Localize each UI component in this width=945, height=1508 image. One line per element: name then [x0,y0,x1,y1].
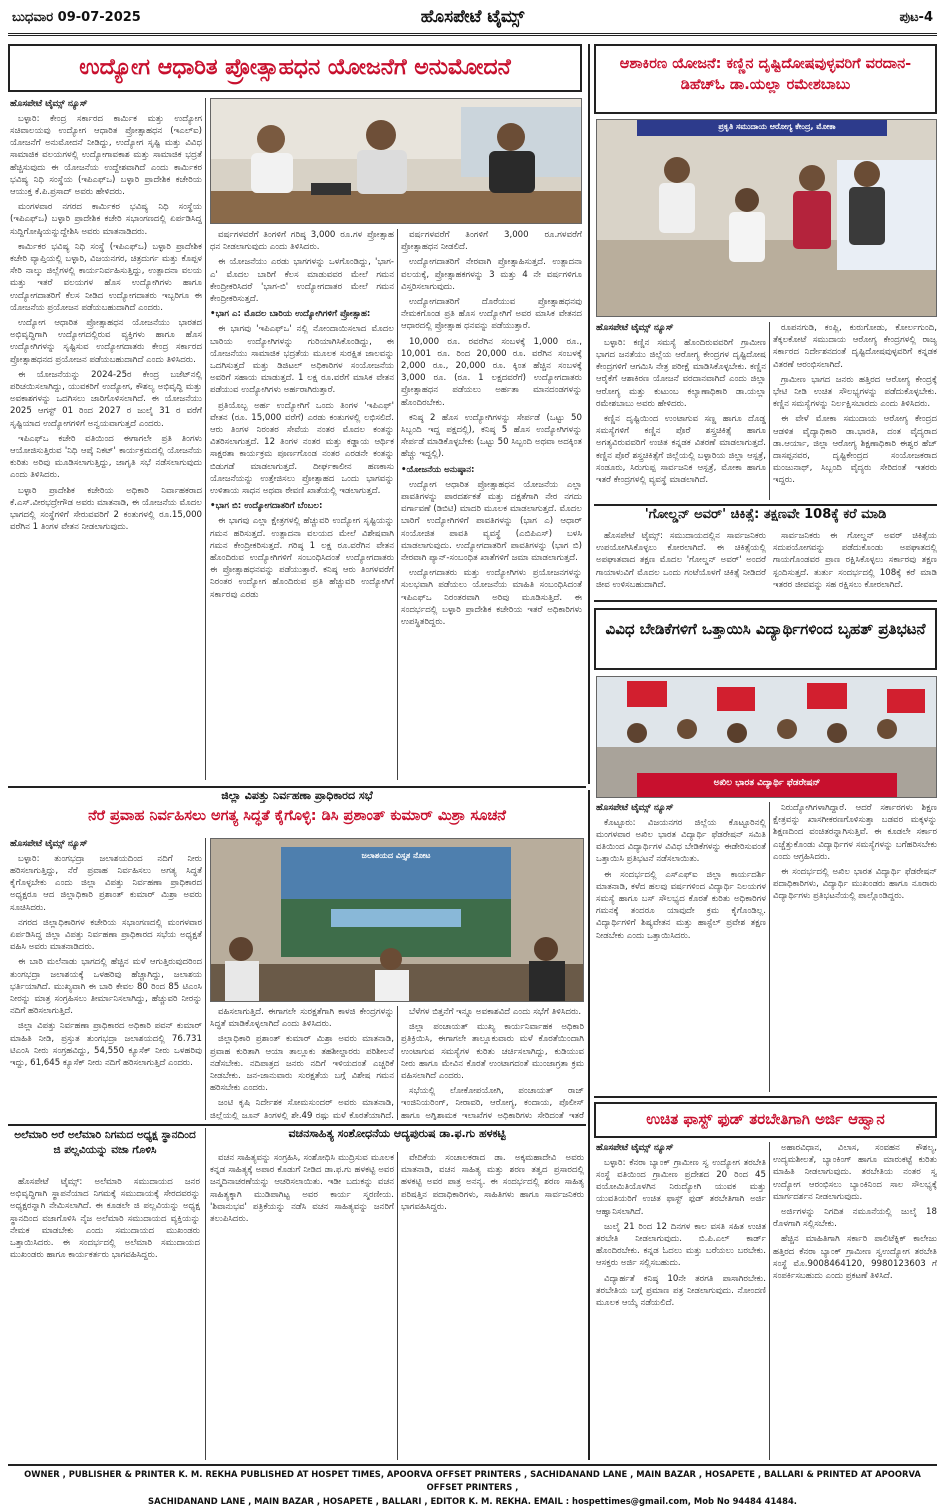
imprint-line-2: SACHIDANAND LANE , MAIN BAZAR , HOSAPETE , BALLARI , EDITOR K. M. REKHA. EMAIL : hospettimes@gmail.com, Mob No 94484 41484. [148,1495,797,1506]
article-8-headline: ವಚನಸಾಹಿತ್ಯ ಸಂಶೋಧನೆಯ ಆದ್ಯಪುರುಷ ಡಾ.ಫ.ಗು ಹಳಕಟ್ಟಿ [288,1128,506,1140]
issue-date: ಬುಧವಾರ 09-07-2025 [12,10,141,25]
column-rule [769,802,770,1092]
article-1-subhead: •ಭಾಗ ಎ: ಮೊದಲ ಬಾರಿಯ ಉದ್ಯೋಗಿಗಳಿಗೆ ಪ್ರೋತ್ಸಾಹ: [210,309,371,320]
article-7-column [10,1176,200,1460]
article-1-paragraph: ಕನಿಷ್ಠ 2 ಹೊಸ ಉದ್ಯೋಗಿಗಳನ್ನು ಸೇರ್ಪಡೆ (ಒಟ್ಟು 50 ಸಿಬ್ಬಂದಿ ಇದ್ದ ಪಕ್ಷದಲ್ಲಿ), ಕನಿಷ್ಠ 5 ಹೊಸ ಉದ್ಯೋಗಿಗಳನ್ನು ಸೇರ್ಪಡೆ ಮಾಡಿಕೊಳ್ಳಬೇಕು (ಒಟ್ಟು 50 ಸಿಬ್ಬಂದಿ ಅಥವಾ ಅದಕ್ಕಿಂತ ಹೆಚ್ಚು ಇದ್ದಲ್ಲಿ). [401,412,582,460]
article-3-headline: 'ಗೋಲ್ಡನ್ ಅವರ್' ಚಿಕಿತ್ಸೆ: ತಕ್ಷಣವೇ 108ಕ್ಕೆ ಕರೆ ಮಾಡಿ [644,508,887,522]
article-8-paragraph: ವೇದಿಕೆಯ ಸಂಚಾಲಕರಾದ ಡಾ. ಅಕ್ಕಮಹಾದೇವಿ ಅವರು ಮಾತನಾಡಿ, ವಚನ ಸಾಹಿತ್ಯ ಮತ್ತು ಶರಣ ತತ್ವದ ಪ್ರಸಾರದಲ್ಲಿ ಹಳಕಟ್ಟಿ ಅವರ ಪಾತ್ರ ಅನನ್ಯ. ಈ ಸಂದರ್ಭದಲ್ಲಿ ಶರಣ ಸಾಹಿತ್ಯ ಪರಿಷತ್ತಿನ ಪದಾಧಿಕಾರಿಗಳು, ಸಾಹಿತಿಗಳು ಹಾಗೂ ಸಾರ್ವಜನಿಕರು ಭಾಗವಹಿಸಿದ್ದರು. [401,1153,584,1212]
article-1-paragraph: ಕಾರ್ಮಿಕರ ಭವಿಷ್ಯ ನಿಧಿ ಸಂಸ್ಥೆ (ಇಪಿಎಫ್‌ಒ) ಬಳ್ಳಾರಿ ಪ್ರಾದೇಶಿಕ ಕಚೇರಿ ವ್ಯಾಪ್ತಿಯಲ್ಲಿ ಬಳ್ಳಾರಿ, ವಿಜಯನಗರ, ಚಿತ್ರದುರ್ಗ ಮತ್ತು ಕೊಪ್ಪಳ ಸೇರಿ ನಾಲ್ಕು ಜಿಲ್ಲೆಗಳಲ್ಲಿ ಕಾರ್ಯನಿರ್ವಹಿಸುತ್ತಿದ್ದು, ಉತ್ಪಾದನಾ ವಲಯ ಮತ್ತು ಇತರೆ ವಲಯಗಳ ಹೊಸ ಉದ್ಯೋಗಿಗಳು ಹಾಗೂ ಉದ್ಯೋಗದಾತರಿಗೆ ಕೆಲಸ ನೀಡಿದ ಉದ್ಯೋಗದಾತರು ಇಬ್ಬರಿಗೂ ಈ ಯೋಜನೆಯ ಪ್ರಯೋಜನ ಪಡೆಯಬಹುದಾಗಿದೆ ಎಂದರು. [10,241,202,313]
article-2-headline: ಆಶಾಕಿರಣ ಯೋಜನೆ: ಕಣ್ಣಿನ ದೃಷ್ಟಿದೋಷವುಳ್ಳವರಿಗೆ ವರದಾನ-ಡಿಹೆಚ್‌ಓ ಡಾ.ಯಲ್ಲಾ ರಮೇಶಬಾಬು [594,44,937,114]
article-1-column-3 [401,229,582,780]
article-1-headline: ಉದ್ಯೋಗ ಆಧಾರಿತ ಪ್ರೋತ್ಸಾಹಧನ ಯೋಜನೆಗೆ ಅನುಮೋದನೆ [8,44,582,92]
section-divider [594,504,937,506]
article-1-paragraph: ಇಪಿಎಫ್‌ಒ ಕಚೇರಿ ವತಿಯಿಂದ ಈಗಾಗಲೇ ಪ್ರತಿ ತಿಂಗಳು ಆಯೋಜಿಸುತ್ತಿರುವ 'ನಿಧಿ ಆಪ್ಕೆ ನಿಕಟ್' ಕಾರ್ಯಕ್ರಮದಲ್ಲಿ ಯೋಜನೆಯ ಕುರಿತು ಅರಿವು ಮೂಡಿಸಲಾಗುತ್ತಿದ್ದು, ಜಾಗೃತಿ ಸಭೆ ನಡೆಸಲಾಗುವುದು ಎಂದು ತಿಳಿಸಿದರು. [10,433,202,481]
article-1-paragraph: ಈ ಭಾಗವು ಎಲ್ಲಾ ಕ್ಷೇತ್ರಗಳಲ್ಲಿ ಹೆಚ್ಚುವರಿ ಉದ್ಯೋಗ ಸೃಷ್ಟಿಯನ್ನು ಗಮನ ಹರಿಸುತ್ತದೆ. ಉತ್ಪಾದನಾ ವಲಯದ ಮೇಲೆ ವಿಶೇಷವಾಗಿ ಗಮನ ಕೇಂದ್ರೀಕರಿಸುತ್ತದೆ. ಗರಿಷ್ಠ 1 ಲಕ್ಷ ರೂ.ವರೆಗಿನ ವೇತನ ಹೊಂದಿರುವ ಉದ್ಯೋಗಿಗಳಿಗೆ ಸಂಬಂಧಿಸಿದಂತೆ ಉದ್ಯೋಗದಾತರು ಈ ಪ್ರೋತ್ಸಾಹಧನವನ್ನು ಪಡೆಯುತ್ತಾರೆ. ಕನಿಷ್ಠ ಆರು ತಿಂಗಳವರೆಗೆ ನಿರಂತರ ಉದ್ಯೋಗ ಹೊಂದಿರುವ ಪ್ರತಿ ಹೆಚ್ಚುವರಿ ಉದ್ಯೋಗಿಗೆ ಸರ್ಕಾರವು ಎರಡು [210,516,394,600]
article-1-paragraph: ವರ್ಷಗಳವರೆಗೆ ತಿಂಗಳಿಗೆ ಗರಿಷ್ಠ 3,000 ರೂ.ಗಳ ಪ್ರೋತ್ಸಾಹ ಧನ ನೀಡಲಾಗುವುದು ಎಂದು ತಿಳಿಸಿದರು. [210,230,394,253]
article-5-column-1 [10,838,202,1120]
article-5-paragraph: ಬಳ್ಳಾರಿ: ತುಂಗಭದ್ರಾ ಜಲಾಶಯದಿಂದ ನದಿಗೆ ನೀರು ಹರಿಸಲಾಗುತ್ತಿದ್ದು, ನೆರೆ ಪ್ರವಾಹ ನಿರ್ವಹಿಸಲು ಅಗತ್ಯ ಸಿದ್ಧತೆ ಕೈಗೊಳ್ಳಬೇಕು ಎಂದು ಜಿಲ್ಲಾ ವಿಪತ್ತು ನಿರ್ವಹಣಾ ಪ್ರಾಧಿಕಾರದ ಅಧ್ಯಕ್ಷರೂ ಆದ ಜಿಲ್ಲಾಧಿಕಾರಿ ಪ್ರಶಾಂತ್ ಕುಮಾರ್ ಮಿಶ್ರಾ ಅವರು ಸೂಚಿಸಿದರು. [10,853,202,913]
eye-camp-illustration [597,120,937,317]
newspaper-title: ಹೊಸಪೇಟೆ ಟೈಮ್ಸ್ [420,7,525,27]
article-1-column-1 [10,98,202,780]
article-5-paragraph: ಈ ಬಾರಿ ಮಲೆನಾಡು ಭಾಗದಲ್ಲಿ ಹೆಚ್ಚಿನ ಮಳೆ ಆಗುತ್ತಿರುವುದರಿಂದ ತುಂಗಭದ್ರಾ ಜಲಾಶಯಕ್ಕೆ ಒಳಹರಿವು ಹೆಚ್ಚಾಗಿದ್ದು, ಜಲಾಶಯ ಭರ್ತಿಯಾಗಿದೆ. ಮುಖ್ಯವಾಗಿ ಈ ಬಾರಿ ಕೇವಲ 80 ರಿಂದ 85 ಟಿಎಂಸಿ ನೀರನ್ನು ಮಾತ್ರ ಸಂಗ್ರಹಿಸಲು ತೀರ್ಮಾನಿಸಲಾಗಿದ್ದು, ಹೆಚ್ಚುವರಿ ನೀರನ್ನು ನದಿಗೆ ಹರಿಸಲಾಗುತ್ತಿದೆ. [10,957,202,1017]
column-rule [205,1128,206,1460]
column-rule [205,98,206,780]
article-1-column-2 [210,229,394,780]
article-6-headline: ಉಚಿತ ಫಾಸ್ಟ್ ಫುಡ್ ತರಬೇತಿಗಾಗಿ ಅರ್ಜಿ ಆಹ್ವಾನ [594,1102,937,1138]
article-1-paragraph: ಉದ್ಯೋಗದಾತರು ಮತ್ತು ಉದ್ಯೋಗಿಗಳು ಪ್ರಯೋಜನಗಳನ್ನು ಸುಲಭವಾಗಿ ಪಡೆಯಲು ಯೋಜನೆಯ ಮಾಹಿತಿ ಸಂಬಂಧಿಸಿದಂತೆ ಇಪಿಎಫ್‌ಒ ನಿರಂತರವಾಗಿ ಅರಿವು ಮೂಡಿಸುತ್ತಿದೆ. ಈ ಸಂದರ್ಭದಲ್ಲಿ ಬಳ್ಳಾರಿ ಪ್ರಾದೇಶಿಕ ಕಚೇರಿಯ ಇತರೆ ಅಧಿಕಾರಿಗಳು ಉಪಸ್ಥಿತರಿದ್ದರು. [401,568,582,628]
article-2-paragraph: ಬಳ್ಳಾರಿ: ಕಣ್ಣಿನ ಸಮಸ್ಯೆ ಹೊಂದಿರುವವರಿಗೆ ಗ್ರಾಮೀಣ ಭಾಗದ ಜನತೆಯು ಜಿಲ್ಲೆಯ ಆರೋಗ್ಯ ಕೇಂದ್ರಗಳ ದೃಷ್ಟಿದೋಷ ಕೇಂದ್ರಗಳಿಗೆ ಆಗಮಿಸಿ ನೇತ್ರ ಪರೀಕ್ಷೆ ಮಾಡಿಸಿಕೊಳ್ಳಬೇಕು. ಕಣ್ಣಿನ ಆರೈಕೆಗೆ ಆಶಾಕಿರಣ ಯೋಜನೆ ವರದಾನವಾಗಿದೆ ಎಂದು ಜಿಲ್ಲಾ ಆರೋಗ್ಯ ಮತ್ತು ಕುಟುಂಬ ಕಲ್ಯಾಣಾಧಿಕಾರಿ ಡಾ.ಯಲ್ಲಾ ರಮೇಶಬಾಬು ಅವರು ಹೇಳಿದರು. [596,337,766,409]
article-1-byline: ಹೊಸಪೇಟೆ ಟೈಮ್ಸ್ ನ್ಯೂಸ್ [10,99,88,109]
article-2-paragraph: ಈ ವೇಳೆ ಮೋಕಾ ಸಮುದಾಯ ಆರೋಗ್ಯ ಕೇಂದ್ರದ ಆಡಳಿತ ವೈದ್ಯಾಧಿಕಾರಿ ಡಾ.ಭಾರತಿ, ದಂತ ವೈದ್ಯರಾದ ಡಾ.ಆರ್ಯಾ, ಜಿಲ್ಲಾ ಆರೋಗ್ಯ ಶಿಕ್ಷಣಾಧಿಕಾರಿ ಈಶ್ವರ ಹೆಚ್ ದಾಸಪ್ಪನವರ, ದೃಷ್ಟಿಕೇಂದ್ರದ ಸಂಯೋಜಕರಾದ ಮಂಜುನಾಥ್, ಸಿಬ್ಬಂದಿ ವೈದ್ಯರು ಸೇರಿದಂತೆ ಇತರರು ಇದ್ದರು. [773,414,937,486]
article-2-column-1 [596,322,766,500]
imprint-line-1: OWNER , PUBLISHER & PRINTER K. M. REKHA PUBLISHED AT HOSPET TIMES, APOORVA OFFSET PRINTERS , SACHIDANAND LANE , MAIN BAZAR , HOSAPETE , BALLARI & PRINTED AT APOORVA OFFSET PRINTERS , [24,1469,921,1493]
article-6-column-1 [596,1142,766,1460]
article-7-paragraph: ಹೊಸಪೇಟೆ ಟೈಮ್ಸ್: ಅಲೆಮಾರಿ ಸಮುದಾಯದ ಜನರ ಅಭಿವೃದ್ಧಿಗಾಗಿ ಸ್ಥಾಪನೆಯಾದ ನಿಗಮಕ್ಕೆ ಸಮುದಾಯಕ್ಕೆ ಸೇರದವರನ್ನು ಅಧ್ಯಕ್ಷರನ್ನಾಗಿ ನೇಮಿಸಲಾಗಿದೆ. ಈ ಕೂಡಲೇ ಜಿ ಪಲ್ಲವಿಯನ್ನು ಅಧ್ಯಕ್ಷ ಸ್ಥಾನದಿಂದ ವಜಾಗೊಳಿಸಿ ನೈಜ ಅಲೆಮಾರಿ ಸಮುದಾಯದ ವ್ಯಕ್ತಿಯನ್ನು ನೇಮಕ ಮಾಡಬೇಕು ಎಂದು ಸಮುದಾಯದ ಮುಖಂಡರು ಒತ್ತಾಯಿಸಿದರು. ಈ ಸಂದರ್ಭದಲ್ಲಿ ಅಲೆಮಾರಿ ಸಮುದಾಯದ ಮುಖಂಡರು ಹಾಗೂ ಕಾರ್ಯಕರ್ತರು ಭಾಗವಹಿಸಿದ್ದರು. [10,1177,200,1261]
article-6-paragraph: ಹೆಚ್ಚಿನ ಮಾಹಿತಿಗಾಗಿ ಸರ್ಕಾರಿ ಪಾಲಿಟೆಕ್ನಿಕ್ ಕಾಲೇಜು ಹತ್ತಿರದ ಕೆನರಾ ಬ್ಯಾಂಕ್ ಗ್ರಾಮೀಣ ಸ್ವಉದ್ಯೋಗ ತರಬೇತಿ ಸಂಸ್ಥೆ ಮೊ.9008464120, 9980123603 ಗೆ ಸಂಪರ್ಕಿಸಬಹುದು ಎಂದು ಪ್ರಕಟಣೆ ತಿಳಿಸಿದೆ. [773,1234,937,1282]
article-1-paragraph: ಮಂಗಳವಾರ ನಗರದ ಕಾರ್ಮಿಕರ ಭವಿಷ್ಯ ನಿಧಿ ಸಂಸ್ಥೆಯ (ಇಪಿಎಫ್‌ಒ) ಬಳ್ಳಾರಿ ಪ್ರಾದೇಶಿಕ ಕಚೇರಿ ಸಭಾಂಗಣದಲ್ಲಿ ಏರ್ಪಡಿಸಿದ್ದ ಸುದ್ದಿಗೋಷ್ಠಿಯನ್ನುದ್ದೇಶಿಸಿ ಅವರು ಮಾತನಾಡಿದರು. [10,202,202,237]
article-5-paragraph: ಜಿಲ್ಲಾಧಿಕಾರಿ ಪ್ರಶಾಂತ್ ಕುಮಾರ್ ಮಿಶ್ರಾ ಅವರು ಮಾತನಾಡಿ, ಪ್ರವಾಹ ಕುರಿತಾಗಿ ಆಯಾ ತಾಲ್ಲೂಕು ತಹಶೀಲ್ದಾರರು ಪರಿಶೀಲನೆ ನಡೆಸಬೇಕು. ನದಿಪಾತ್ರದ ಜನರು ನದಿಗೆ ಇಳಿಯದಂತೆ ಎಚ್ಚರಿಕೆ ನೀಡಬೇಕು. ಜನ-ಜಾನುವಾರು ಸುರಕ್ಷತೆಯ ಬಗ್ಗೆ ವಿಶೇಷ ಗಮನ ಹರಿಸಬೇಕು ಎಂದರು. [210,1034,394,1094]
article-4-paragraph: ಕೊಟ್ಟೂರು: ವಿಜಯನಗರ ಜಿಲ್ಲೆಯ ಕೊಟ್ಟೂರಿನಲ್ಲಿ ಮಂಗಳವಾರ ಅಖಿಲ ಭಾರತ ವಿದ್ಯಾರ್ಥಿ ಫೆಡರೇಷನ್ ಸಮಿತಿ ವತಿಯಿಂದ ವಿದ್ಯಾರ್ಥಿಗಳ ವಿವಿಧ ಬೇಡಿಕೆಗಳನ್ನು ಈಡೇರಿಸುವಂತೆ ಒತ್ತಾಯಿಸಿ ಪ್ರತಿಭಟನೆ ನಡೆಸಲಾಯಿತು. [596,817,766,865]
article-5-photo-meeting [210,838,584,1002]
article-1-paragraph: ಉದ್ಯೋಗದಾತರಿಗೆ ನೇರವಾಗಿ ಪ್ರೋತ್ಸಾಹಿಸುತ್ತದೆ. ಉತ್ಪಾದನಾ ವಲಯಕ್ಕೆ, ಪ್ರೋತ್ಸಾಹಕಗಳನ್ನು 3 ಮತ್ತು 4 ನೇ ವರ್ಷಗಳಿಗೂ ವಿಸ್ತರಿಸಲಾಗುವುದು. [401,257,582,292]
meeting-photo-illustration [211,99,582,224]
article-5-paragraph: ಬೆಳೆಗಳ ಬಿತ್ತನೆಗೆ ಇನ್ನೂ ಅವಕಾಶವಿದೆ ಎಂದು ಸಭೆಗೆ ತಿಳಿಸಿದರು. [409,1007,582,1017]
article-5-headline: ನೆರೆ ಪ್ರವಾಹ ನಿರ್ವಹಿಸಲು ಅಗತ್ಯ ಸಿದ್ಧತೆ ಕೈಗೊಳ್ಳಿ: ಡಿಸಿ ಪ್ರಶಾಂತ್ ಕುಮಾರ್ ಮಿಶ್ರಾ ಸೂಚನೆ [88,808,506,824]
article-4-paragraph: ಈ ಸಂದರ್ಭದಲ್ಲಿ ಅಖಿಲ ಭಾರತ ವಿದ್ಯಾರ್ಥಿ ಫೆಡರೇಷನ್ ಪದಾಧಿಕಾರಿಗಳು, ವಿದ್ಯಾರ್ಥಿ ಮುಖಂಡರು ಹಾಗೂ ನೂರಾರು ವಿದ್ಯಾರ್ಥಿಗಳು ಪ್ರತಿಭಟನೆಯಲ್ಲಿ ಪಾಲ್ಗೊಂಡಿದ್ದರು. [773,867,937,902]
article-4-photo-protest [596,676,937,798]
article-4-photo-banner: ಅಖಿಲ ಭಾರತ ವಿದ್ಯಾರ್ಥಿ ಫೆಡರೇಷನ್ [713,778,821,788]
article-5-paragraph: ನಗರದ ಜಿಲ್ಲಾಧಿಕಾರಿಗಳ ಕಚೇರಿಯ ಸಭಾಂಗಣದಲ್ಲಿ ಮಂಗಳವಾರ ಏರ್ಪಡಿಸಿದ್ದ ಜಿಲ್ಲಾ ವಿಪತ್ತು ನಿರ್ವಹಣಾ ಪ್ರಾಧಿಕಾರದ ಸಭೆಯ ಅಧ್ಯಕ್ಷತೆ ವಹಿಸಿ ಅವರು ಮಾತನಾಡಿದರು. [10,917,202,953]
article-1-paragraph: 10,000 ರೂ. ರವರೆಗಿನ ಸಂಬಳಕ್ಕೆ 1,000 ರೂ., 10,001 ರೂ. ರಿಂದ 20,000 ರೂ. ವರೆಗಿನ ಸಂಬಳಕ್ಕೆ 2,000 ರೂ., 20,000 ರೂ. ಕ್ಕಿಂತ ಹೆಚ್ಚಿನ ಸಂಬಳಕ್ಕೆ 3,000 ರೂ. (ರೂ. 1 ಲಕ್ಷದವರೆಗೆ) ಉದ್ಯೋಗದಾತರು ಪ್ರೋತ್ಸಾಹಧನ ಪಡೆಯಲು ಅರ್ಹತಾ ಮಾನದಂಡಗಳನ್ನು ಹೊಂದಿರಬೇಕು. [401,336,582,408]
section-divider [594,600,937,602]
article-1-paragraph: ಈ ಯೋಜನೆಯು ಎರಡು ಭಾಗಗಳನ್ನು ಒಳಗೊಂಡಿದ್ದು, 'ಭಾಗ-ಎ' ಮೊದಲ ಬಾರಿಗೆ ಕೆಲಸ ಮಾಡುವವರ ಮೇಲೆ ಗಮನ ಕೇಂದ್ರೀಕರಿಸಿದರೆ 'ಭಾಗ-ಬಿ' ಉದ್ಯೋಗದಾತರ ಮೇಲೆ ಗಮನ ಕೇಂದ್ರೀಕರಿಸುತ್ತದೆ. [210,257,394,305]
article-1-paragraph: ಬಳ್ಳಾರಿ ಪ್ರಾದೇಶಿಕ ಕಚೇರಿಯ ಅಧಿಕಾರಿ ನಿರ್ವಾಹಕರಾದ ಕೆ.ಎಸ್.ವೀರಭದ್ರೇಗೌಡ ಅವರು ಮಾತನಾಡಿ, ಈ ಯೋಜನೆಯ ಮೊದಲ ಭಾಗದಲ್ಲಿ ಸಂಸ್ಥೆಗಳಿಗೆ ಸೇರುವವರಿಗೆ 2 ಕಂತುಗಳಲ್ಲಿ ರೂ.15,000 ವರೆಗಿನ 1 ತಿಂಗಳ ವೇತನ ನೀಡಲಾಗುವುದು. [10,485,202,533]
article-4-column-1 [596,802,766,1092]
dam-screen-meeting-illustration [211,839,584,1002]
column-rule [769,1142,770,1460]
article-2-paragraph: ರೂಪನಗುಡಿ, ಕಂಪ್ಲಿ, ಕುರುಗೋಡು, ಕೋರ್ಲಗುಂದಿ, ತೆಕ್ಕಲಕೋಟೆ ಸಮುದಾಯ ಆರೋಗ್ಯ ಕೇಂದ್ರಗಳಲ್ಲಿ ರಾಜ್ಯ ಸರ್ಕಾರದ ನಿರ್ದೇಶನದಂತೆ ದೃಷ್ಟಿದೋಷವುಳ್ಳವರಿಗೆ ಕನ್ನಡಕ ವಿತರಣೆ ಆರಂಭಿಸಲಾಗಿದೆ. [773,323,937,370]
section-rule [588,44,590,784]
column-rule [205,838,206,1120]
article-5-paragraph: ಜಿಲ್ಲಾ ಪಂಚಾಯತ್ ಮುಖ್ಯ ಕಾರ್ಯನಿರ್ವಾಹಕ ಅಧಿಕಾರಿ ಪ್ರತಿಕ್ರಿಯಿಸಿ, ಈಗಾಗಲೇ ತಾಲ್ಲೂಕುವಾರು ಮಳೆ ಕೊರತೆಯಿಂದಾಗಿ ಉಂಟಾಗುವ ಸಮಸ್ಯೆಗಳ ಕುರಿತು ಚರ್ಚಿಸಲಾಗಿದ್ದು, ಕುಡಿಯುವ ನೀರು ಹಾಗೂ ಮೇವಿನ ಕೊರತೆ ಉಂಟಾಗದಂತೆ ಮುಂಜಾಗ್ರತಾ ಕ್ರಮ ವಹಿಸಲಾಗಿದೆ ಎಂದರು. [401,1022,584,1082]
article-3-paragraph: ಸಾರ್ವಜನಿಕರು ಈ ಗೋಲ್ಡನ್ ಅವರ್ ಚಿಕಿತ್ಸೆಯ ಸದುಪಯೋಗವನ್ನು ಪಡೆದುಕೊಂಡು ಅಪಘಾತದಲ್ಲಿ ಗಾಯಗೊಂಡವರ ಪ್ರಾಣ ರಕ್ಷಿಸಿಕೊಳ್ಳಲು ಸರ್ಕಾರವು ತಕ್ಷಣ ಸ್ಪಂದಿಸುತ್ತದೆ. ತುರ್ತು ಸಂದರ್ಭದಲ್ಲಿ 108ಕ್ಕೆ ಕರೆ ಮಾಡಿ ಇತರರ ಜೀವವನ್ನು ಸಹ ರಕ್ಷಿಸಲು ಕೋರಲಾಗಿದೆ. [773,531,937,590]
article-5-column-2 [210,1006,394,1120]
article-1-paragraph: ಉದ್ಯೋಗದಾತರಿಗೆ ದೊರೆಯುವ ಪ್ರೋತ್ಸಾಹಧನವು ನೇಮಕಗೊಂಡ ಪ್ರತಿ ಹೊಸ ಉದ್ಯೋಗಿಗೆ ಅವರ ಮಾಸಿಕ ವೇತನದ ಆಧಾರದಲ್ಲಿ ಪ್ರೋತ್ಸಾಹ ಧನವನ್ನು ಪಡೆಯುತ್ತಾರೆ. [401,297,582,332]
column-rule [397,1006,398,1120]
article-2-byline: ಹೊಸಪೇಟೆ ಟೈಮ್ಸ್ ನ್ಯೂಸ್ [596,323,674,333]
column-rule [397,1152,398,1460]
masthead [8,4,937,36]
article-6-paragraph: ಅಹಾರವಿಧಾನ, ವಿಲಾಸ, ಸಂವಹನ ಕೌಶಲ್ಯ, ಉದ್ಯಮಶೀಲತೆ, ಬ್ಯಾಂಕಿಂಗ್ ಹಾಗೂ ಮಾರುಕಟ್ಟೆ ಕುರಿತು ಮಾಹಿತಿ ನೀಡಲಾಗುವುದು. ತರಬೇತಿಯ ನಂತರ ಸ್ವ ಉದ್ಯೋಗ ಆರಂಭಿಸಲು ಬ್ಯಾಂಕಿನಿಂದ ಸಾಲ ಸೌಲಭ್ಯಕ್ಕೆ ಮಾರ್ಗದರ್ಶನ ನೀಡಲಾಗುವುದು. [773,1143,937,1202]
article-8-paragraph: ವಚನ ಸಾಹಿತ್ಯವನ್ನು ಸಂಗ್ರಹಿಸಿ, ಸಂಶೋಧಿಸಿ ಮುದ್ರಿಸುವ ಮೂಲಕ ಕನ್ನಡ ಸಾಹಿತ್ಯಕ್ಕೆ ಅಪಾರ ಕೊಡುಗೆ ನೀಡಿದ ಡಾ.ಫ.ಗು ಹಳಕಟ್ಟಿ ಅವರ ಜನ್ಮದಿನಾಚರಣೆಯನ್ನು ಆಚರಿಸಲಾಯಿತು. ಇಡೀ ಬದುಕನ್ನು ವಚನ ಸಾಹಿತ್ಯಕ್ಕಾಗಿ ಮುಡಿಪಾಗಿಟ್ಟ ಅವರ ಕಾರ್ಯ ಸ್ಮರಣೀಯ. 'ಶಿವಾನುಭವ' ಪತ್ರಿಕೆಯನ್ನು ನಡೆಸಿ ವಚನ ಸಾಹಿತ್ಯವನ್ನು ಜನರಿಗೆ ತಲುಪಿಸಿದರು. [210,1153,394,1225]
article-4-paragraph: ಈ ಸಂದರ್ಭದಲ್ಲಿ ಎಸ್‌ಎಫ್‌ಐ ಜಿಲ್ಲಾ ಕಾರ್ಯದರ್ಶಿ ಮಾತನಾಡಿ, ಕಳೆದ ಹಲವು ವರ್ಷಗಳಿಂದ ವಿದ್ಯಾರ್ಥಿ ನಿಲಯಗಳ ಸಮಸ್ಯೆ ಹಾಗೂ ಬಸ್ ಸೌಲಭ್ಯದ ಕೊರತೆ ಕುರಿತು ಅಧಿಕಾರಿಗಳ ಗಮನಕ್ಕೆ ತಂದರೂ ಯಾವುದೇ ಕ್ರಮ ಕೈಗೊಂಡಿಲ್ಲ. ವಿದ್ಯಾರ್ಥಿಗಳಿಗೆ ಶಿಷ್ಯವೇತನ ಮತ್ತು ಹಾಸ್ಟೆಲ್ ಪ್ರವೇಶ ತಕ್ಷಣ ನೀಡಬೇಕು ಎಂದು ಒತ್ತಾಯಿಸಿದರು. [596,869,766,941]
article-8-column-2 [401,1152,584,1460]
article-1-subhead: •ಯೋಜನೆಯ ಅನುಷ್ಠಾನ: [401,464,475,475]
article-1-subhead: •ಭಾಗ ಬಿ: ಉದ್ಯೋಗದಾತರಿಗೆ ಬೆಂಬಲ: [210,501,323,512]
article-1-paragraph: ಈ ಭಾಗವು 'ಇಪಿಎಫ್‌ಒ' ನಲ್ಲಿ ನೋಂದಾಯಿಸಲಾದ ಮೊದಲ ಬಾರಿಯ ಉದ್ಯೋಗಿಗಳನ್ನು ಗುರಿಯಾಗಿಸಿಕೊಂಡಿದ್ದು, ಈ ಯೋಜನೆಯು ಸಾಮಾಜಿಕ ಭದ್ರತೆಯ ಮೂಲಕ ಸುರಕ್ಷಿತ ಜಾಲವನ್ನು ಒದಗಿಸುತ್ತದೆ ಮತ್ತು ಡಿಜಿಟಲ್ ಅಧಿಕಾರಿಗಳ ಸಂಯೋಜನೆಯ ಅವರಿಗೆ ಸಹಾಯ ಮಾಡುತ್ತದೆ. 1 ಲಕ್ಷ ರೂ.ವರೆಗೆ ಮಾಸಿಕ ವೇತನ ಪಡೆಯುವ ಉದ್ಯೋಗಿಗಳು ಅರ್ಹರಾಗಿರುತ್ತಾರೆ. [210,324,394,396]
article-6-column-2 [773,1142,937,1460]
article-5-paragraph: ಜಂಟಿ ಕೃಷಿ ನಿರ್ದೇಶಕ ಸೋಮಸುಂದರ್ ಅವರು ಮಾತನಾಡಿ, ಜಿಲ್ಲೆಯಲ್ಲಿ ಜೂನ್ ತಿಂಗಳಲ್ಲಿ ಶೇ.49 ರಷ್ಟು ಮಳೆ ಕೊರತೆಯಾಗಿದೆ. [210,1098,394,1120]
article-1-paragraph: ಪ್ರತಿಯೊಬ್ಬ ಅರ್ಹ ಉದ್ಯೋಗಿಗೆ ಒಂದು ತಿಂಗಳ 'ಇಪಿಎಫ್' ವೇತನ (ರೂ. 15,000 ವರೆಗೆ) ಎರಡು ಕಂತುಗಳಲ್ಲಿ ಲಭಿಸಲಿದೆ. ಆರು ತಿಂಗಳ ನಿರಂತರ ಸೇವೆಯ ನಂತರ ಮೊದಲ ಕಂತನ್ನು ವಿತರಿಸಲಾಗುತ್ತದೆ. 12 ತಿಂಗಳ ನಂತರ ಮತ್ತು ಕಡ್ಡಾಯ ಆರ್ಥಿಕ ಸಾಕ್ಷರತಾ ಕಾರ್ಯಕ್ರಮ ಪೂರ್ಣಗೊಂಡ ನಂತರ ಎರಡನೇ ಕಂತನ್ನು ಬಿಡುಗಡೆ ಮಾಡಲಾಗುತ್ತದೆ. ದೀರ್ಘಕಾಲೀನ ಹಣಕಾಸು ಯೋಜನೆಯನ್ನು ಉತ್ತೇಜಿಸಲು ಪ್ರೋತ್ಸಾಹದ ಒಂದು ಭಾಗವನ್ನು ಉಳಿತಾಯ ಸಾಧನ ಅಥವಾ ಠೇವಣಿ ಖಾತೆಯಲ್ಲಿ ಇಡಲಾಗುತ್ತದೆ. [210,400,394,497]
article-3-column-1 [596,530,766,596]
article-2-photo-banner: ಪ್ರಕೃತಿ ಸಮುದಾಯ ಆರೋಗ್ಯ ಕೇಂದ್ರ, ಮೋಕಾ [718,122,836,131]
article-5-byline: ಹೊಸಪೇಟೆ ಟೈಮ್ಸ್ ನ್ಯೂಸ್ [10,839,88,849]
article-6-byline: ಹೊಸಪೇಟೆ ಟೈಮ್ಸ್ ನ್ಯೂಸ್ [596,1143,674,1153]
article-2-photo-eye-camp [596,119,937,317]
article-4-headline: ವಿವಿಧ ಬೇಡಿಕೆಗಳಿಗೆ ಒತ್ತಾಯಿಸಿ ವಿದ್ಯಾರ್ಥಿಗಳಿಂದ ಬೃಹತ್ ಪ್ರತಿಭಟನೆ [594,608,937,670]
article-5-screen-title: ಜಲಾಶಯದ ವಿಸ್ತೃತ ನೋಟ [361,851,431,860]
article-1-photo-meeting [210,98,582,224]
article-6-paragraph: ಜುಲೈ 21 ರಿಂದ 12 ದಿನಗಳ ಕಾಲ ವಸತಿ ಸಹಿತ ಉಚಿತ ತರಬೇತಿ ನೀಡಲಾಗುವುದು. ಬಿ.ಪಿ.ಎಲ್ ಕಾರ್ಡ್ ಹೊಂದಿರಬೇಕು. ಕನ್ನಡ ಓದಲು ಮತ್ತು ಬರೆಯಲು ಬರಬೇಕು. ಆಸಕ್ತರು ಅರ್ಜಿ ಸಲ್ಲಿಸಬಹುದು. [596,1221,766,1269]
article-2-column-2 [773,322,937,500]
article-6-paragraph: ವಿದ್ಯಾರ್ಹತೆ ಕನಿಷ್ಠ 10ನೇ ತರಗತಿ ಪಾಸಾಗಿರಬೇಕು. ತರಬೇತಿಯ ಬಗ್ಗೆ ಪ್ರಮಾಣ ಪತ್ರ ನೀಡಲಾಗುವುದು. ನೋಂದಣಿ ಮೂಲಕ ಆಯ್ಕೆ ನಡೆಯಲಿದೆ. [596,1273,766,1308]
article-4-paragraph: ನಿರುದ್ಯೋಗಿಗಳಾಗಿದ್ದಾರೆ. ಆದರೆ ಸರ್ಕಾರಗಳು ಶಿಕ್ಷಣ ಕ್ಷೇತ್ರವನ್ನು ಖಾಸಗೀಕರಣಗೊಳಿಸುತ್ತಾ ಬಡವರ ಮಕ್ಕಳನ್ನು ಶಿಕ್ಷಣದಿಂದ ವಂಚಿತರನ್ನಾಗಿಸುತ್ತಿವೆ. ಈ ಕೂಡಲೇ ಸರ್ಕಾರ ಎಚ್ಚೆತ್ತುಕೊಂಡು ವಿದ್ಯಾರ್ಥಿಗಳ ಸಮಸ್ಯೆಗಳನ್ನು ಬಗೆಹರಿಸಬೇಕು ಎಂದು ಆಗ್ರಹಿಸಿದರು. [773,803,937,862]
article-5-kicker: ಜಿಲ್ಲಾ ವಿಪತ್ತು ನಿರ್ವಹಣಾ ಪ್ರಾಧಿಕಾರದ ಸಭೆ [221,790,373,802]
section-divider [8,1124,586,1126]
column-rule [397,229,398,780]
section-rule [588,790,590,1460]
article-1-paragraph: ಉದ್ಯೋಗ ಆಧಾರಿತ ಪ್ರೋತ್ಸಾಹಧನ ಯೋಜನೆಯ ಎಲ್ಲಾ ಪಾವತಿಗಳನ್ನು ಪಾರದರ್ಶಕತೆ ಮತ್ತು ದಕ್ಷತೆಗಾಗಿ ನೇರ ನಗದು ವರ್ಗಾವಣೆ (ಡಿಬಿಟಿ) ಮಾದರಿ ಮೂಲಕ ಮಾಡಲಾಗುತ್ತದೆ. ಮೊದಲ ಬಾರಿಗೆ ಉದ್ಯೋಗಿಗಳಿಗೆ ಪಾವತಿಗಳನ್ನು (ಭಾಗ ಎ) ಆಧಾರ್ ಸಂಯೋಜಿತ ಪಾವತಿ ವ್ಯವಸ್ಥೆ (ಎಬಿಪಿಎಸ್) ಬಳಸಿ ಮಾಡಲಾಗುವುದು. ಉದ್ಯೋಗದಾತರಿಗೆ ಪಾವತಿಗಳನ್ನು (ಭಾಗ ಬಿ) ನೇರವಾಗಿ ಪ್ಯಾನ್-ಸಂಬಂಧಿತ ಖಾತೆಗಳಿಗೆ ಜಮಾ ಮಾಡಲಾಗುತ್ತದೆ. [401,479,582,564]
article-8-column-1 [210,1152,394,1460]
article-5-paragraph: ಸಭೆಯಲ್ಲಿ ಲೋಕೋಪಯೋಗಿ, ಪಂಚಾಯತ್ ರಾಜ್ ಇಂಜಿನಿಯರಿಂಗ್, ನೀರಾವರಿ, ಆರೋಗ್ಯ, ಕಂದಾಯ, ಪೊಲೀಸ್ ಹಾಗೂ ಅಗ್ನಿಶಾಮಕ ಇಲಾಖೆಗಳ ಅಧಿಕಾರಿಗಳು ಸೇರಿದಂತೆ ಇತರೆ [401,1086,584,1120]
article-2-paragraph: ಗ್ರಾಮೀಣ ಭಾಗದ ಜನರು ಹತ್ತಿರದ ಆರೋಗ್ಯ ಕೇಂದ್ರಕ್ಕೆ ಭೇಟಿ ನೀಡಿ ಉಚಿತ ಸೌಲಭ್ಯಗಳನ್ನು ಪಡೆದುಕೊಳ್ಳಬೇಕು. ಕಣ್ಣಿನ ಸಮಸ್ಯೆಗಳನ್ನು ನಿರ್ಲಕ್ಷಿಸಬಾರದು ಎಂದು ತಿಳಿಸಿದರು. [773,374,937,410]
article-4-column-2 [773,802,937,1092]
imprint-footer [8,1464,937,1506]
section-divider [8,786,586,788]
article-7-headline: ಅಲೆಮಾರಿ ಅರೆ ಅಲೆಮಾರಿ ನಿಗಮದ ಅಧ್ಯಕ್ಷ ಸ್ಥಾನದಿಂದ ಜಿ ಪಲ್ಲವಿಯನ್ನು ವಜಾ ಗೊಳಿಸಿ [14,1129,196,1156]
article-5-paragraph: ವಹಿಸಲಾಗುತ್ತಿದೆ. ಈಗಾಗಲೇ ಸುರಕ್ಷತೆಗಾಗಿ ಕಾಳಜಿ ಕೇಂದ್ರಗಳನ್ನು ಸಿದ್ಧತೆ ಮಾಡಿಕೊಳ್ಳಲಾಗಿದೆ ಎಂದು ತಿಳಿಸಿದರು. [210,1007,394,1030]
article-1-paragraph: ವರ್ಷಗಳವರೆಗೆ ತಿಂಗಳಿಗೆ 3,000 ರೂ.ಗಳವರೆಗೆ ಪ್ರೋತ್ಸಾಹಧನ ನೀಡಲಿದೆ. [401,230,582,253]
column-rule [769,322,770,500]
article-3-paragraph: ಹೊಸಪೇಟೆ ಟೈಮ್ಸ್: ಸಮುದಾಯದಲ್ಲಿನ ಸಾರ್ವಜನಿಕರು ಉಪಯೋಗಿಸಿಕೊಳ್ಳಲು ಕೋರಲಾಗಿದೆ. ಈ ಚಿಕಿತ್ಸೆಯಲ್ಲಿ ಅಪಘಾತವಾದ ತಕ್ಷಣ ಮೊದಲ 'ಗೋಲ್ಡನ್ ಅವರ್' ಅಂದರೆ ಗಾಯಾಳುವಿಗೆ ಮೊದಲ ಒಂದು ಗಂಟೆಯೊಳಗೆ ಚಿಕಿತ್ಸೆ ನೀಡಿದರೆ ಜೀವ ಉಳಿಸಬಹುದಾಗಿದೆ. [596,531,766,590]
article-1-paragraph: ಈ ಯೋಜನೆಯನ್ನು 2024-25ರ ಕೇಂದ್ರ ಬಜೆಟ್‌ನಲ್ಲಿ ಪರಿಚಯಿಸಲಾಗಿದ್ದು, ಯುವಕರಿಗೆ ಉದ್ಯೋಗ, ಕೌಶಲ್ಯ ಅಭಿವೃದ್ಧಿ ಮತ್ತು ಅವಕಾಶಗಳನ್ನು ಒದಗಿಸಲು ಜಾರಿಗೊಳಿಸಲಾಗಿದೆ. ಈ ಯೋಜನೆಯು 2025 ಆಗಸ್ಟ್ 01 ರಿಂದ 2027 ರ ಜುಲೈ 31 ರ ವರೆಗೆ ಸೃಷ್ಟಿಯಾದ ಉದ್ಯೋಗಗಳಿಗೆ ಅನ್ವಯವಾಗುತ್ತದೆ ಎಂದರು. [10,369,202,429]
article-3-column-2 [773,530,937,596]
article-6-paragraph: ಅರ್ಜಿಗಳನ್ನು ನಿಗದಿತ ನಮೂನೆಯಲ್ಲಿ ಜುಲೈ 18 ರೊಳಗಾಗಿ ಸಲ್ಲಿಸಬೇಕು. [773,1207,937,1230]
article-1-paragraph: ಉದ್ಯೋಗ ಆಧಾರಿತ ಪ್ರೋತ್ಸಾಹಧನ ಯೋಜನೆಯು ಭಾರತದ ಅಭಿವೃದ್ಧಿಗಾಗಿ ಉದ್ಯೋಗದಲ್ಲಿರುವ ವ್ಯಕ್ತಿಗಳು ಹಾಗೂ ಹೊಸ ಉದ್ಯೋಗಿಗಳನ್ನು ಸೃಷ್ಟಿಸುವ ಉದ್ಯೋಗದಾತರು ಕೇಂದ್ರ ಸರ್ಕಾರದ ಪ್ರೋತ್ಸಾಹಧನದ ಪ್ರಯೋಜನ ಪಡೆಯಬಹುದಾಗಿದೆ ಎಂದು ತಿಳಿಸಿದರು. [10,318,202,365]
article-4-byline: ಹೊಸಪೇಟೆ ಟೈಮ್ಸ್ ನ್ಯೂಸ್ [596,803,674,813]
article-6-paragraph: ಬಳ್ಳಾರಿ: ಕೆನರಾ ಬ್ಯಾಂಕ್ ಗ್ರಾಮೀಣ ಸ್ವ ಉದ್ಯೋಗ ತರಬೇತಿ ಸಂಸ್ಥೆ ವತಿಯಿಂದ ಗ್ರಾಮೀಣ ಪ್ರದೇಶದ 20 ರಿಂದ 45 ವಯೋಮಿತಿಯೊಳಗಿನ ನಿರುದ್ಯೋಗಿ ಯುವಕ ಮತ್ತು ಯುವತಿಯರಿಗೆ ಉಚಿತ ಫಾಸ್ಟ್ ಫುಡ್ ತರಬೇತಿಗಾಗಿ ಅರ್ಜಿ ಆಹ್ವಾನಿಸಲಾಗಿದೆ. [596,1157,766,1217]
article-2-paragraph: ಕಣ್ಣಿನ ದೃಷ್ಟಿಯಿಂದ ಉಂಟಾಗುವ ಸಣ್ಣ ಹಾಗೂ ದೊಡ್ಡ ಸಮಸ್ಯೆಗಳಿಗೆ ಕಣ್ಣಿನ ಪೊರೆ ಶಸ್ತ್ರಚಿಕಿತ್ಸೆ ಹಾಗೂ ಅಗತ್ಯವಿರುವವರಿಗೆ ಉಚಿತ ಕನ್ನಡಕ ವಿತರಣೆ ಮಾಡಲಾಗುತ್ತದೆ. ಕಣ್ಣಿನ ಪೊರೆ ಶಸ್ತ್ರಚಿಕಿತ್ಸೆಗೆ ಜಿಲ್ಲೆಯಲ್ಲಿ ಬಳ್ಳಾರಿಯ ಜಿಲ್ಲಾ ಆಸ್ಪತ್ರೆ, ಸಂಡೂರು, ಸಿರುಗುಪ್ಪ ಸಾರ್ವಜನಿಕ ಆಸ್ಪತ್ರೆ, ಮೋಕಾ ಹಾಗೂ ಇತರೆ ಕೇಂದ್ರಗಳಲ್ಲಿ ವ್ಯವಸ್ಥೆ ಮಾಡಲಾಗಿದೆ. [596,413,766,485]
article-1-paragraph: ಬಳ್ಳಾರಿ: ಕೇಂದ್ರ ಸರ್ಕಾರದ ಕಾರ್ಮಿಕ ಮತ್ತು ಉದ್ಯೋಗ ಸಚಿವಾಲಯವು ಉದ್ಯೋಗ ಆಧಾರಿತ ಪ್ರೋತ್ಸಾಹಧನ (ಇಎಲ್‌ಐ) ಯೋಜನೆಗೆ ಅನುಮೋದನೆ ನೀಡಿದ್ದು, ಉದ್ಯೋಗ ಸೃಷ್ಟಿ ಮತ್ತು ವಿವಿಧ ಸಾಮಾಜಿಕ ವಲಯಗಳಲ್ಲಿ ಉದ್ಯೋಗಾವಕಾಶ ಮತ್ತು ಸಾಮಾಜಿಕ ಭದ್ರತೆ ಹೆಚ್ಚಿಸುವುದು ಈ ಯೋಜನೆಯ ಉದ್ದೇಶವಾಗಿದೆ ಎಂದು ಕಾರ್ಮಿಕರ ಭವಿಷ್ಯ ನಿಧಿ ಸಂಸ್ಥೆಯ (ಇಪಿಎಫ್‌ಒ) ಬಳ್ಳಾರಿ ಪ್ರಾದೇಶಿಕ ಕಚೇರಿಯ ಆಯುಕ್ತ ಕೆ.ಪಿ.ಪ್ರಸಾದ್ ಅವರು ಹೇಳಿದರು. [10,113,202,197]
section-divider [594,1096,937,1098]
page-number: ಪುಟ-4 [899,10,933,25]
article-5-column-3 [401,1006,584,1120]
article-5-paragraph: ಜಿಲ್ಲಾ ವಿಪತ್ತು ನಿರ್ವಹಣಾ ಪ್ರಾಧಿಕಾರದ ಅಧಿಕಾರಿ ಪವನ್ ಕುಮಾರ್ ಮಾಹಿತಿ ನೀಡಿ, ಪ್ರಸ್ತುತ ತುಂಗಭದ್ರಾ ಜಲಾಶಯದಲ್ಲಿ 76.731 ಟಿಎಂಸಿ ನೀರು ಸಂಗ್ರಹವಿದ್ದು, 54,550 ಕ್ಯೂಸೆಕ್ ನೀರು ಒಳಹರಿವು ಇದ್ದು, 61,645 ಕ್ಯೂಸೆಕ್ ನೀರು ನದಿಗೆ ಹರಿಸಲಾಗುತ್ತಿದೆ ಎಂದರು. [10,1021,202,1069]
